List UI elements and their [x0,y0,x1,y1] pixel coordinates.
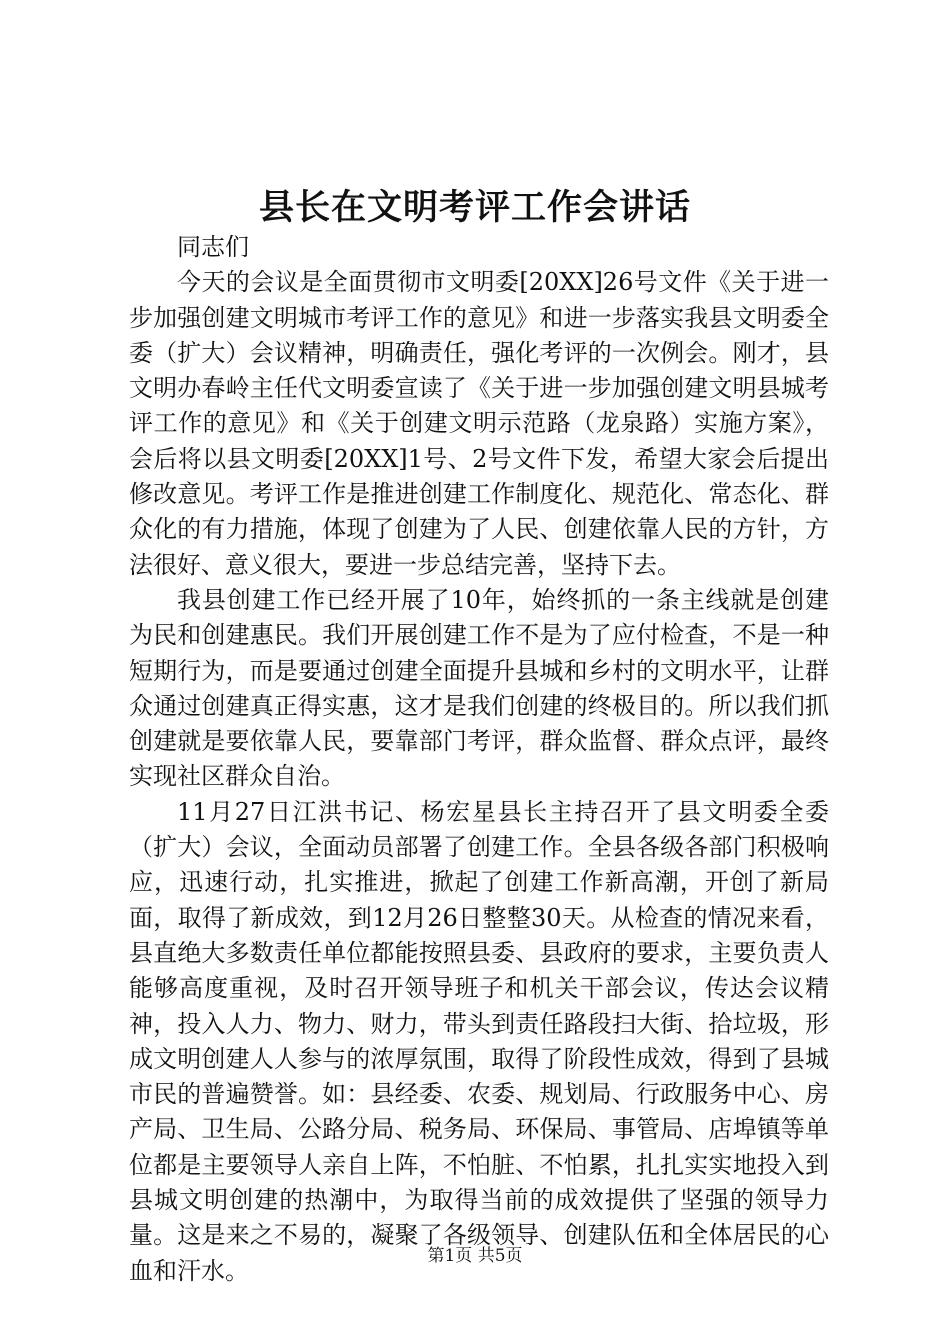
document-body [129,230,829,1289]
paragraph-3: 11月27日江洪书记、杨宏星县长主持召开了县文明委全委（扩大）会议，全面动员部署了创建工作。全县各级各部门积极响应，迅速行动，扎实推进，掀起了创建工作新高潮，开创了新局面，取得了新成效，到12月26日整整30天。从检查的情况来看，县直绝大多数责任单位都能按照县委、县政府的要求，主要负责人能够高度重视，及时召开领导班子和机关干部会议，传达会议精神，投入人力、物力、财力，带头到责任路段扫大街、拾垃圾，形成文明创建人人参与的浓厚氛围，取得了阶段性成效，得到了县城市民的普遍赞誉。如：县经委、农委、规划局、行政服务中心、房产局、卫生局、公路分局、税务局、环保局、事管局、店埠镇等单位都是主要领导人亲自上阵，不怕脏、不怕累，扎扎实实地投入到县城文明创建的热潮中，为取得当前的成效提供了坚强的领导力量。这是来之不易的，凝聚了各级领导、创建队伍和全体居民的心血和汗水。 [129,797,829,1285]
paragraph-2: 我县创建工作已经开展了10年，始终抓的一条主线就是创建为民和创建惠民。我们开展创建工作不是为了应付检查，不是一种短期行为，而是要通过创建全面提升县城和乡村的文明水平，让群众通过创建真正得实惠，这才是我们创建的终极目的。所以我们抓创建就是要依靠人民，要靠部门考评，群众监督、群众点评，最终实现社区群众自治。 [129,585,829,791]
salutation: 同志们 [177,233,249,261]
page-footer: 第1页 共5页 [427,1246,523,1266]
document-title: 县长在文明考评工作会讲话 [258,187,691,228]
paragraph-1: 今天的会议是全面贯彻市文明委[20XX]26号文件《关于进一步加强创建文明城市考评工作的意见》和进一步落实我县文明委全委（扩大）会议精神，明确责任，强化考评的一次例会。刚才，县文明办春岭主任代文明委宣读了《关于进一步加强创建文明县城考评工作的意见》和《关于创建文明示范路（龙泉路）实施方案》，会后将以县文明委[20XX]1号、2号文件下发，希望大家会后提出修改意见。考评工作是推进创建工作制度化、规范化、常态化、群众化的有力措施，体现了创建为了人民、创建依靠人民的方针，方法很好、意义很大，要进一步总结完善，坚持下去。 [129,268,829,579]
